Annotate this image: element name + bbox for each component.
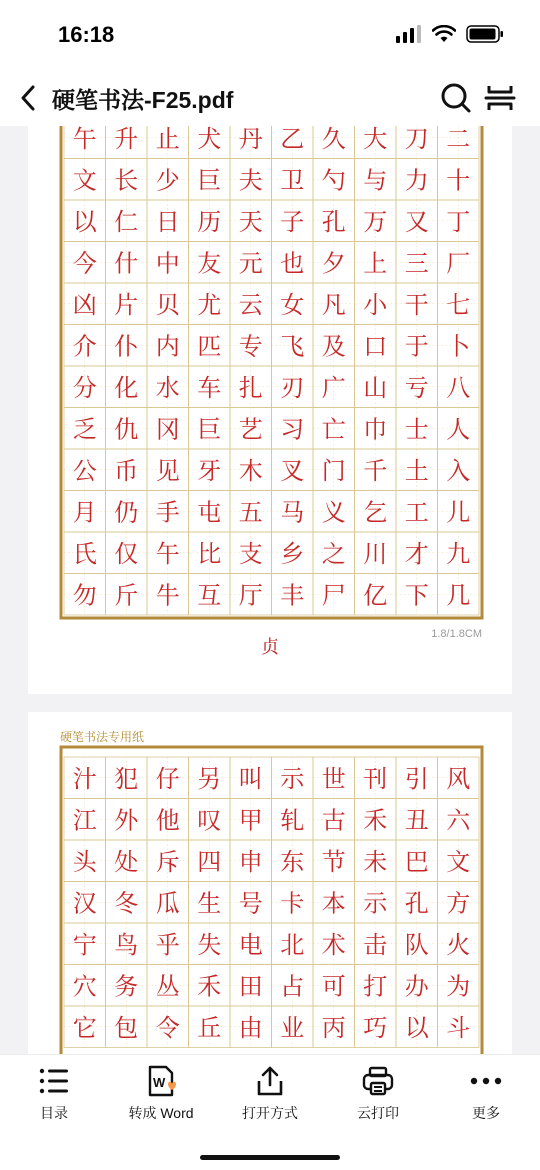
grid-character: 包 xyxy=(114,1013,139,1042)
grid-character: 才 xyxy=(404,539,429,568)
grid-character: 外 xyxy=(114,806,139,835)
grid-character: 电 xyxy=(238,930,263,959)
grid-character: 二 xyxy=(446,124,471,153)
open-with-label: 打开方式 xyxy=(242,1105,298,1121)
grid-character: 仆 xyxy=(114,332,139,361)
grid-character: 女 xyxy=(280,290,305,319)
grid-character: 乏 xyxy=(72,415,97,444)
grid-character: 历 xyxy=(197,207,222,236)
grid-character: 打 xyxy=(363,972,388,1001)
more-button[interactable] xyxy=(436,1063,536,1133)
grid-character: 大 xyxy=(363,124,388,153)
grid-character: 由 xyxy=(238,1013,263,1042)
grid-character: 升 xyxy=(114,124,139,153)
wifi-icon xyxy=(432,25,456,43)
grid-character: 四 xyxy=(197,847,222,876)
grid-character: 术 xyxy=(321,930,346,959)
page-layout-icon xyxy=(484,82,516,114)
grid-character: 未 xyxy=(363,847,388,876)
grid-character: 刀 xyxy=(404,124,429,153)
grid-character: 可 xyxy=(321,972,346,1001)
grid-character: 巧 xyxy=(363,1013,388,1042)
grid-character: 刊 xyxy=(363,764,388,793)
grid-character: 介 xyxy=(72,332,97,361)
grid-character: 仁 xyxy=(114,207,139,236)
grid-character: 古 xyxy=(321,806,346,835)
convert-word-label: 转成 Word xyxy=(128,1105,194,1121)
grid-character: 于 xyxy=(404,332,429,361)
grid-character: 生 xyxy=(197,889,222,918)
grid-character: 广 xyxy=(321,373,346,402)
grid-character: 占 xyxy=(280,972,305,1001)
grid-character: 本 xyxy=(321,889,346,918)
grid-character: 另 xyxy=(197,764,222,793)
grid-character: 之 xyxy=(321,539,346,568)
grid-character: 儿 xyxy=(446,498,471,527)
grid-character: 失 xyxy=(197,930,222,959)
grid-character: 甲 xyxy=(238,806,263,835)
grid-character: 水 xyxy=(155,373,180,402)
grid-character: 止 xyxy=(155,124,180,153)
grid-character: 它 xyxy=(72,1013,97,1042)
grid-character: 叹 xyxy=(197,806,222,835)
grid-character: 孔 xyxy=(321,207,346,236)
grid-character: 乞 xyxy=(363,498,388,527)
grid-character: 汉 xyxy=(72,889,97,918)
search-button[interactable] xyxy=(440,82,472,114)
grid-character: 仇 xyxy=(114,415,139,444)
grid-character: 文 xyxy=(446,847,471,876)
grid-character: 元 xyxy=(238,249,263,278)
grid-character: 匹 xyxy=(197,332,222,361)
grid-character: 巨 xyxy=(197,166,222,195)
grid-character: 冬 xyxy=(114,889,139,918)
toc-button[interactable] xyxy=(4,1063,104,1133)
grid-character: 日 xyxy=(155,207,180,236)
grid-character: 巾 xyxy=(363,415,388,444)
grid-character: 木 xyxy=(238,456,263,485)
page-seal: 贞 xyxy=(261,637,279,658)
grid-character: 宁 xyxy=(72,930,97,959)
grid-character: 刃 xyxy=(280,373,305,402)
grid-character: 云 xyxy=(238,290,263,319)
more-label: 更多 xyxy=(472,1105,500,1121)
grid-character: 击 xyxy=(363,930,388,959)
grid-character: 仍 xyxy=(114,498,139,527)
grid-character: 风 xyxy=(446,764,471,793)
grid-character: 互 xyxy=(197,581,222,610)
grid-character: 天 xyxy=(238,207,263,236)
grid-character: 支 xyxy=(238,539,263,568)
more-dots-icon xyxy=(470,1076,502,1086)
grid-character: 牛 xyxy=(155,581,180,610)
grid-character: 勿 xyxy=(72,581,97,610)
nav-bar xyxy=(0,70,540,126)
grid-character: 叫 xyxy=(238,764,263,793)
grid-character: 世 xyxy=(321,764,346,793)
grid-character: 火 xyxy=(446,930,471,959)
grid-character: 仅 xyxy=(114,539,139,568)
grid-character: 处 xyxy=(114,847,139,876)
grid-character: 轧 xyxy=(280,806,305,835)
grid-character: 中 xyxy=(155,249,180,278)
status-icons xyxy=(396,25,504,43)
grid-character: 化 xyxy=(114,373,139,402)
grid-character: 马 xyxy=(280,498,305,527)
grid-character: 队 xyxy=(404,930,429,959)
list-icon xyxy=(39,1067,69,1095)
grid-character: 扎 xyxy=(238,373,263,402)
grid-character: 以 xyxy=(72,207,97,236)
grid-character: 今 xyxy=(72,249,97,278)
chevron-left-icon xyxy=(14,82,44,114)
practice-grid-2 xyxy=(28,712,512,1054)
pdf-page-1 xyxy=(28,126,512,694)
grid-character: 牙 xyxy=(197,456,222,485)
grid-character: 勺 xyxy=(321,166,346,195)
grid-character: 士 xyxy=(404,415,429,444)
grid-character: 办 xyxy=(404,972,429,1001)
grid-character: 与 xyxy=(363,166,388,195)
grid-character: 什 xyxy=(114,249,139,278)
grid-character: 业 xyxy=(280,1013,305,1042)
grid-character: 禾 xyxy=(363,806,388,835)
grid-character: 屯 xyxy=(197,498,222,527)
paper-header-label: 硬笔书法专用纸 xyxy=(60,730,145,744)
grid-character: 丑 xyxy=(404,806,429,835)
share-icon xyxy=(255,1065,285,1097)
grid-character: 东 xyxy=(280,847,305,876)
grid-character: 六 xyxy=(446,806,471,835)
word-convert-icon xyxy=(144,1065,178,1097)
grid-character: 氏 xyxy=(72,539,97,568)
grid-character: 川 xyxy=(363,539,388,568)
grid-character: 卡 xyxy=(280,889,305,918)
grid-character: 凶 xyxy=(72,290,97,319)
battery-icon xyxy=(466,25,504,43)
convert-word-button[interactable] xyxy=(111,1063,211,1133)
grid-character: 头 xyxy=(72,847,97,876)
pdf-page-2 xyxy=(28,712,512,1054)
grid-character: 为 xyxy=(446,972,471,1001)
grid-character: 尸 xyxy=(321,581,346,610)
grid-character: 九 xyxy=(446,539,471,568)
grid-character: 山 xyxy=(363,373,388,402)
bottom-toolbar xyxy=(0,1054,540,1170)
grid-character: 叉 xyxy=(280,456,305,485)
grid-character: 友 xyxy=(197,249,222,278)
grid-character: 长 xyxy=(114,166,139,195)
grid-character: 亿 xyxy=(363,581,388,610)
cellular-signal-icon xyxy=(396,25,422,43)
grid-character: 三 xyxy=(404,249,429,278)
grid-character: 丘 xyxy=(197,1013,222,1042)
grid-character: 乎 xyxy=(155,930,180,959)
grid-character: 江 xyxy=(72,806,97,835)
grid-character: 丛 xyxy=(155,972,180,1001)
printer-icon xyxy=(362,1066,394,1096)
grid-character: 节 xyxy=(321,847,346,876)
document-viewport[interactable] xyxy=(0,126,540,1054)
grid-character: 丰 xyxy=(280,581,305,610)
grid-character: 巨 xyxy=(197,415,222,444)
open-with-button[interactable] xyxy=(220,1063,320,1133)
grid-character: 贝 xyxy=(155,290,180,319)
grid-character: 上 xyxy=(363,249,388,278)
grid-character: 干 xyxy=(404,290,429,319)
grid-character: 鸟 xyxy=(114,930,139,959)
grid-character: 斗 xyxy=(446,1013,471,1042)
grid-character: 入 xyxy=(446,456,471,485)
grid-character: 夫 xyxy=(238,166,263,195)
grid-character: 见 xyxy=(155,456,180,485)
grid-character: 义 xyxy=(321,498,346,527)
search-icon xyxy=(440,82,472,114)
grid-character: 久 xyxy=(321,124,346,153)
grid-character: 亏 xyxy=(404,373,429,402)
grid-character: 币 xyxy=(114,456,139,485)
grid-character: 七 xyxy=(446,290,471,319)
grid-character: 土 xyxy=(404,456,429,485)
grid-character: 务 xyxy=(114,972,139,1001)
grid-character: 五 xyxy=(238,498,263,527)
grid-character: 少 xyxy=(155,166,180,195)
grid-character: 卜 xyxy=(446,332,471,361)
grid-character: 申 xyxy=(238,847,263,876)
grid-character: 方 xyxy=(446,889,471,918)
document-title: 硬笔书法-F25.pdf xyxy=(52,87,234,113)
practice-grid-1 xyxy=(28,126,512,694)
grid-character: 示 xyxy=(280,764,305,793)
grid-character: 令 xyxy=(155,1013,180,1042)
grid-character: 凡 xyxy=(321,290,346,319)
grid-size-label: 1.8/1.8CM xyxy=(431,628,482,640)
grid-character: 引 xyxy=(404,764,429,793)
grid-character: 几 xyxy=(446,581,471,610)
grid-character: 午 xyxy=(155,539,180,568)
grid-character: 厅 xyxy=(238,581,263,610)
grid-character: 习 xyxy=(280,415,305,444)
grid-character: 小 xyxy=(363,290,388,319)
status-bar xyxy=(0,0,540,70)
grid-character: 犯 xyxy=(114,764,139,793)
cloud-print-button[interactable] xyxy=(328,1063,428,1133)
grid-character: 厂 xyxy=(446,249,471,278)
grid-character: 示 xyxy=(363,889,388,918)
grid-character: 十 xyxy=(446,166,471,195)
grid-character: 亡 xyxy=(321,415,346,444)
grid-character: 公 xyxy=(72,456,97,485)
grid-character: 人 xyxy=(446,415,471,444)
grid-character: 号 xyxy=(238,889,263,918)
grid-character: 也 xyxy=(280,249,305,278)
grid-character: 以 xyxy=(404,1013,429,1042)
grid-character: 丁 xyxy=(446,207,471,236)
grid-character: 口 xyxy=(363,332,388,361)
grid-character: 卫 xyxy=(280,166,305,195)
grid-character: 内 xyxy=(155,332,180,361)
grid-character: 乙 xyxy=(280,124,305,153)
grid-character: 月 xyxy=(72,498,97,527)
grid-character: 孔 xyxy=(404,889,429,918)
grid-character: 禾 xyxy=(197,972,222,1001)
grid-character: 斥 xyxy=(155,847,180,876)
grid-character: 门 xyxy=(321,456,346,485)
grid-character: 田 xyxy=(238,972,263,1001)
grid-character: 及 xyxy=(321,332,346,361)
grid-character: 仔 xyxy=(155,764,180,793)
grid-character: 夕 xyxy=(321,249,346,278)
grid-character: 又 xyxy=(404,207,429,236)
grid-character: 片 xyxy=(114,290,139,319)
grid-character: 尤 xyxy=(197,290,222,319)
page-layout-button[interactable] xyxy=(484,82,516,114)
cloud-print-label: 云打印 xyxy=(357,1105,399,1121)
status-time: 16:18 xyxy=(58,22,115,47)
grid-character: 万 xyxy=(363,207,388,236)
grid-character: 穴 xyxy=(72,972,97,1001)
grid-character: 千 xyxy=(363,456,388,485)
grid-character: 力 xyxy=(404,166,429,195)
grid-character: 八 xyxy=(446,373,471,402)
grid-character: 艺 xyxy=(238,415,263,444)
svg-text:W: W xyxy=(153,1075,166,1090)
grid-character: 斤 xyxy=(114,581,139,610)
grid-character: 飞 xyxy=(280,332,305,361)
grid-character: 比 xyxy=(197,539,222,568)
grid-character: 乡 xyxy=(280,539,305,568)
home-indicator xyxy=(200,1155,340,1160)
grid-character: 专 xyxy=(238,332,263,361)
grid-character: 冈 xyxy=(155,415,180,444)
grid-character: 他 xyxy=(155,806,180,835)
grid-character: 子 xyxy=(280,207,305,236)
grid-character: 汁 xyxy=(72,764,97,793)
grid-character: 瓜 xyxy=(155,889,180,918)
grid-character: 丙 xyxy=(321,1013,346,1042)
grid-character: 文 xyxy=(72,166,97,195)
toc-label: 目录 xyxy=(40,1105,68,1121)
grid-character: 丹 xyxy=(238,124,263,153)
grid-character: 巴 xyxy=(404,847,429,876)
grid-character: 工 xyxy=(404,498,429,527)
grid-character: 车 xyxy=(197,373,222,402)
back-button[interactable] xyxy=(14,82,44,114)
grid-character: 下 xyxy=(404,581,429,610)
grid-character: 午 xyxy=(72,124,97,153)
grid-character: 北 xyxy=(280,930,305,959)
grid-character: 犬 xyxy=(197,124,222,153)
grid-character: 分 xyxy=(72,373,97,402)
grid-character: 手 xyxy=(155,498,180,527)
